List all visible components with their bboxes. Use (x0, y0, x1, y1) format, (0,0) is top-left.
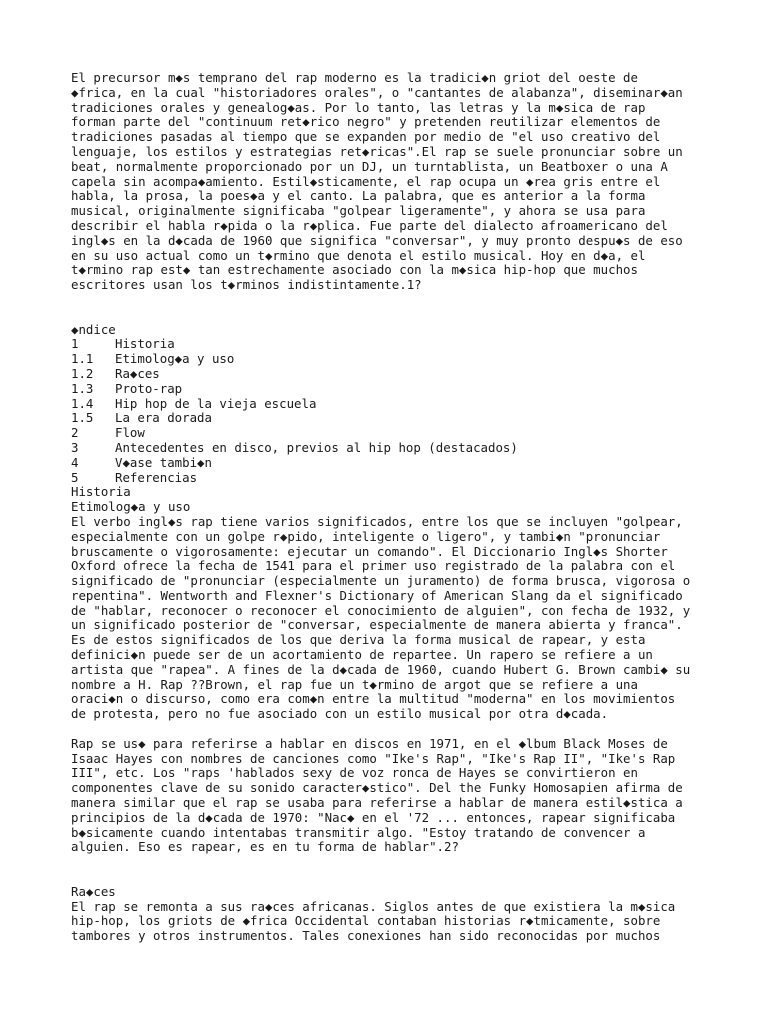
toc-item-label: Antecedentes en disco, previos al hip hop (destacados) (115, 439, 518, 455)
toc-item-label: Flow (115, 425, 145, 441)
toc-item[interactable] (71, 426, 761, 441)
text-line: bruscamente o vigorosamente: ejecutar un comando". El Diccionario Ingl◆s Shorter (71, 543, 668, 559)
etimologia-paragraph-2 (71, 737, 761, 855)
toc-item-number: 3 (71, 439, 79, 455)
toc-item[interactable] (71, 382, 761, 397)
toc-item-number: 1.2 (71, 365, 94, 381)
text-line: Rap se us◆ para referirse a hablar en discos en 1971, en el ◆lbum Black Moses de (71, 735, 668, 751)
toc-item-label: Proto-rap (115, 380, 183, 396)
text-line: habla, la prosa, la poes◆a y el canto. La palabra, que es anterior a la forma (71, 188, 646, 204)
toc-item-number: 1.4 (71, 395, 94, 411)
text-line: tambores y otros instrumentos. Tales conexiones han sido reconocidas por muchos (71, 928, 661, 944)
raices-paragraph-1 (71, 900, 761, 944)
toc-item-label: Referencias (115, 469, 198, 485)
toc-item-number: 1.3 (71, 380, 94, 396)
text-line: componentes clave de su sonido caracter◆stico". Del the Funky Homosapien afirma de (71, 780, 683, 796)
table-of-contents (71, 323, 761, 486)
toc-item-number: 2 (71, 425, 79, 441)
text-line: un significado posterior de "conversar, especialmente de manera abierta y franca". (71, 617, 683, 633)
toc-item-number: 1.5 (71, 410, 94, 426)
text-line: musical, originalmente significaba "golpear ligeramente", y ahora se usa para (71, 203, 646, 219)
text-line: nombre a H. Rap ??Brown, el rap fue un t◆rmino de argot que se refiere a una (71, 676, 638, 692)
text-line: principios de la d◆cada de 1970: "Nac◆ en el '72 ... entonces, rapear significaba (71, 809, 676, 825)
toc-item-label: V◆ase tambi◆n (115, 454, 212, 470)
text-line: alguien. Eso es rapear, es en tu forma de hablar".2? (71, 839, 459, 855)
toc-item-number: 5 (71, 469, 79, 485)
text-line: describir el habla r◆pida o la r◆plica. Fue parte del dialecto afroamericano del (71, 217, 668, 233)
toc-item[interactable] (71, 352, 761, 367)
text-line: escritores usan los t◆rminos indistintamente.1? (71, 277, 422, 293)
text-line: manera similar que el rap se usaba para referirse a hablar de manera estil◆stica a (71, 795, 683, 811)
text-line: El rap se remonta a sus ra◆ces africanas. Siglos antes de que existiera la m◆sica (71, 898, 676, 914)
toc-item-number: 1 (71, 336, 79, 352)
toc-item[interactable] (71, 441, 761, 456)
toc-item-label: Ra◆ces (115, 365, 160, 381)
text-line: ingl◆s en la d◆cada de 1960 que significa "conversar", y muy pronto despu◆s de eso (71, 232, 683, 248)
toc-item-number: 1.1 (71, 351, 94, 367)
toc-heading: ◆ndice (71, 321, 116, 337)
toc-item[interactable] (71, 367, 761, 382)
text-line: de "hablar, reconocer o reconocer el conocimiento de alguien", con fecha de 1932, y (71, 602, 691, 618)
text-line: Es de estos significados de los que deriva la forma musical de rapear, y esta (71, 632, 646, 648)
text-line: significado de "pronunciar (especialmente un juramento) de forma brusca, vigorosa o (71, 573, 691, 589)
text-line: especialmente con un golpe r◆pido, inteligente o ligero", y tambi◆n "pronunciar (71, 528, 661, 544)
text-line: ◆frica, en la cual "historiadores orales", o "cantantes de alabanza", diseminar◆an (71, 84, 683, 100)
text-line: lenguaje, los estilos y estrategias ret◆ricas".El rap se suele pronunciar sobre un (71, 143, 683, 159)
toc-item[interactable] (71, 337, 761, 352)
text-line: tradiciones orales y genealog◆as. Por lo tanto, las letras y la m◆sica de rap (71, 99, 646, 115)
toc-item[interactable] (71, 471, 761, 486)
etimologia-paragraph-1 (71, 515, 761, 722)
text-line: de protesta, pero no fue asociado con un estilo musical por otra d◆cada. (71, 706, 609, 722)
section-heading-raices: Ra◆ces (71, 883, 116, 899)
spacer (71, 293, 761, 323)
text-line: repentina". Wentworth and Flexner's Dictionary of American Slang da el significado (71, 587, 683, 603)
section-heading-historia: Historia (71, 484, 131, 500)
spacer (71, 722, 761, 737)
spacer (71, 855, 761, 885)
intro-paragraph (71, 71, 761, 293)
toc-item-label: Hip hop de la vieja escuela (115, 395, 317, 411)
toc-item[interactable] (71, 411, 761, 426)
toc-item-label: Etimolog◆a y uso (115, 351, 235, 367)
text-line: capela sin acompa◆amiento. Estil◆sticamente, el rap ocupa un ◆rea gris entre el (71, 173, 661, 189)
toc-item-number: 4 (71, 454, 79, 470)
text-line: Oxford ofrece la fecha de 1541 para el primer uso registrado de la palabra con el (71, 558, 676, 574)
text-line: El precursor m◆s temprano del rap moderno es la tradici◆n griot del oeste de (71, 70, 638, 85)
text-line: definici◆n puede ser de un acortamiento de repartee. Un rapero se refiere a un (71, 647, 653, 663)
text-line: b◆sicamente cuando intentabas transmitir algo. "Estoy tratando de convencer a (71, 824, 646, 840)
text-line: tradiciones pasadas al tiempo que se expanden por medio de "el uso creativo del (71, 129, 661, 145)
text-line: oraci◆n o discurso, como era com◆n entre la multitud "moderna" en los movimientos (71, 691, 676, 707)
toc-item[interactable] (71, 456, 761, 471)
text-line: III", etc. Los "raps 'hablados sexy de voz ronca de Hayes se convirtieron en (71, 765, 638, 781)
text-line: beat, normalmente proporcionado por un DJ, un turntablista, un Beatboxer o una A (71, 158, 668, 174)
toc-item[interactable] (71, 397, 761, 412)
toc-item-label: La era dorada (115, 410, 212, 426)
toc-item-label: Historia (115, 336, 175, 352)
text-line: El verbo ingl◆s rap tiene varios significados, entre los que se incluyen "golpear, (71, 513, 683, 529)
text-line: hip-hop, los griots de ◆frica Occidental contaban historias r◆tmicamente, sobre (71, 913, 661, 929)
text-line: artista que "rapea". A fines de la d◆cada de 1960, cuando Hubert G. Brown cambi◆ su (71, 661, 691, 677)
text-line: Isaac Hayes con nombres de canciones como "Ike's Rap", "Ike's Rap II", "Ike's Rap (71, 750, 676, 766)
section-heading-etimologia: Etimolog◆a y uso (71, 499, 191, 515)
text-line: en su uso actual como un t◆rmino que denota el estilo musical. Hoy en d◆a, el (71, 247, 646, 263)
text-line: forman parte del "continuum ret◆rico negro" y pretenden reutilizar elementos de (71, 114, 661, 130)
text-line: t◆rmino rap est◆ tan estrechamente asociado con la m◆sica hip-hop que muchos (71, 262, 638, 278)
document-body (71, 71, 761, 944)
